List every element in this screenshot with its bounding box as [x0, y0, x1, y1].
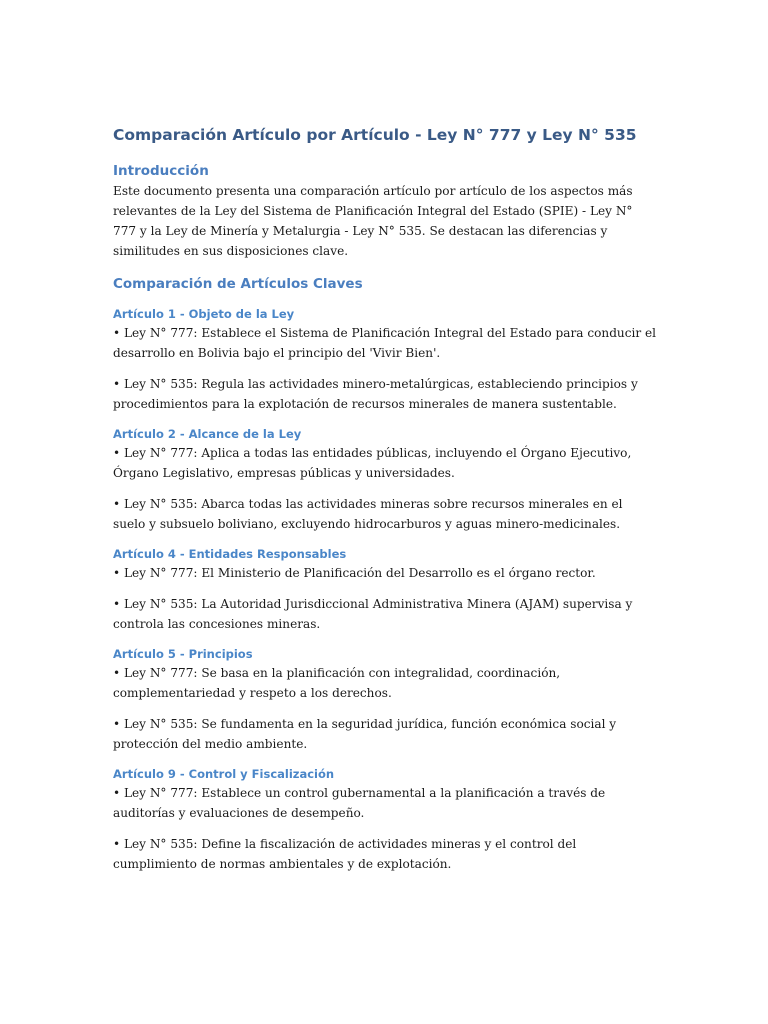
law-777-paragraph: • Ley N° 777: Establece un control gubernamental a la planificación a través de auditorías y evaluaciones de desempeño.	[113, 786, 606, 820]
law-535-paragraph: • Ley N° 535: La Autoridad Jurisdiccional Administrativa Minera (AJAM) supervisa y controla las concesiones mineras.	[113, 597, 633, 631]
document-page	[113, 123, 658, 874]
article-section-4	[113, 546, 658, 634]
law-777-paragraph: • Ley N° 777: El Ministerio de Planificación del Desarrollo es el órgano rector.	[113, 566, 596, 580]
law-535-paragraph: • Ley N° 535: Define la fiscalización de actividades mineras y el control del cumplimiento de normas ambientales y de explotación.	[113, 837, 577, 871]
law-777-paragraph: • Ley N° 777: Establece el Sistema de Planificación Integral del Estado para conducir el desarrollo en Bolivia bajo el principio del 'Vivir Bien'.	[113, 326, 657, 360]
article-heading: Artículo 4 - Entidades Responsables	[113, 547, 347, 561]
document-title: Comparación Artículo por Artículo - Ley N° 777 y Ley N° 535	[113, 126, 637, 144]
article-heading: Artículo 2 - Alcance de la Ley	[113, 427, 302, 441]
law-777-paragraph: • Ley N° 777: Se basa en la planificación con integralidad, coordinación, complementariedad y respeto a los derechos.	[113, 666, 561, 700]
comparison-heading: Comparación de Artículos Claves	[113, 276, 363, 292]
article-section-5	[113, 646, 658, 754]
article-heading: Artículo 9 - Control y Fiscalización	[113, 767, 335, 781]
law-777-paragraph: • Ley N° 777: Aplica a todas las entidades públicas, incluyendo el Órgano Ejecutivo, Órgano Legislativo, empresas públicas y universidades.	[113, 446, 632, 480]
intro-heading: Introducción	[113, 163, 209, 179]
article-heading: Artículo 5 - Principios	[113, 647, 253, 661]
article-heading: Artículo 1 - Objeto de la Ley	[113, 307, 295, 321]
law-535-paragraph: • Ley N° 535: Abarca todas las actividades mineras sobre recursos minerales en el suelo y subsuelo boliviano, excluyendo hidrocarburos y aguas minero-medicinales.	[113, 497, 623, 531]
article-section-2	[113, 426, 658, 534]
law-535-paragraph: • Ley N° 535: Regula las actividades minero-metalúrgicas, estableciendo principios y procedimientos para la explotación de recursos minerales de manera sustentable.	[113, 377, 638, 411]
intro-paragraph: Este documento presenta una comparación artículo por artículo de los aspectos más relevantes de la Ley del Sistema de Planificación Integral del Estado (SPIE) - Ley N° 777 y la Ley de Minería y Metalurgia - Ley N° 535. Se destacan las diferencias y similitudes en sus disposiciones clave.	[113, 184, 633, 258]
law-535-paragraph: • Ley N° 535: Se fundamenta en la seguridad jurídica, función económica social y protección del medio ambiente.	[113, 717, 617, 751]
article-section-9	[113, 766, 658, 874]
article-section-1	[113, 306, 658, 414]
